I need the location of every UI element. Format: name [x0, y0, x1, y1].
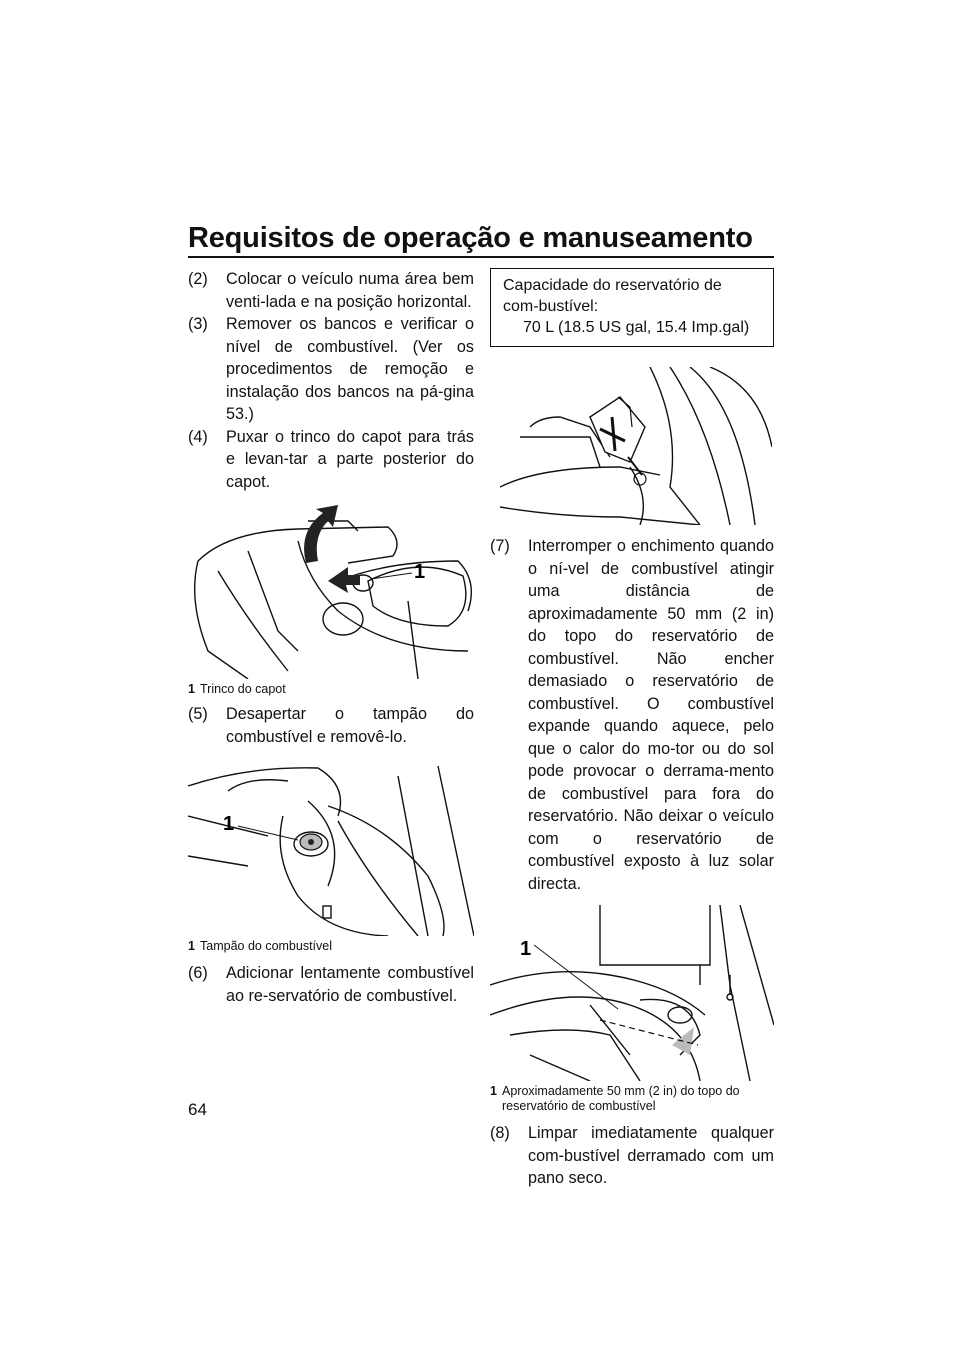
caption-number: 1 — [188, 939, 195, 953]
step-number: (2) — [188, 270, 208, 288]
step-text: Colocar o veículo numa área bem venti-lada e na posição horizontal. — [226, 270, 474, 311]
callout-number: 1 — [520, 938, 532, 960]
step-number: (7) — [490, 537, 510, 555]
caption-number: 1 — [188, 682, 195, 696]
caption-text: Trinco do capot — [200, 682, 286, 696]
caption-text: Tampão do combustível — [200, 939, 333, 953]
step-number: (5) — [188, 705, 208, 723]
refueling-illustration — [500, 367, 772, 525]
spec-label: Capacidade do reservatório de com-bustível: — [503, 277, 722, 315]
spec-value: 70 L (18.5 US gal, 15.4 Imp.gal) — [523, 319, 750, 336]
step-number: (8) — [490, 1124, 510, 1142]
step-text: Limpar imediatamente qualquer com-bustível derramado com um pano seco. — [528, 1124, 774, 1187]
header-rule — [188, 256, 774, 258]
figure-caption — [490, 1084, 774, 1114]
figure-caption — [188, 939, 474, 954]
fuel-cap-illustration — [188, 756, 474, 936]
step-4 — [188, 426, 474, 494]
left-column — [188, 268, 474, 1007]
step-text: Desapertar o tampão do combustível e removê-lo. — [226, 705, 474, 746]
step-number: (6) — [188, 964, 208, 982]
page-number: 64 — [188, 1100, 207, 1119]
step-text: Puxar o trinco do capot para trás e levan-tar a parte posterior do capot. — [226, 427, 474, 491]
fuel-level-illustration — [490, 905, 774, 1081]
callout-number: 1 — [414, 561, 426, 583]
step-3 — [188, 313, 474, 426]
step-8 — [490, 1122, 774, 1190]
step-number: (3) — [188, 315, 208, 333]
step-2 — [188, 268, 474, 313]
step-5 — [188, 703, 474, 748]
fuel-capacity-box — [490, 268, 774, 347]
step-7 — [490, 535, 774, 895]
page-title: Requisitos de operação e manuseamento — [188, 222, 753, 254]
step-text: Adicionar lentamente combustível ao re-servatório de combustível. — [226, 964, 474, 1005]
fuel-cap-figure — [188, 756, 474, 954]
step-6 — [188, 962, 474, 1007]
fuel-level-figure — [490, 905, 774, 1114]
hood-latch-figure — [188, 501, 474, 697]
caption-text: Aproximadamente 50 mm (2 in) do topo do reservatório de combustível — [502, 1084, 740, 1113]
step-text: Interromper o enchimento quando o ní-vel de combustível atingir uma distância de aproximadamente 50 mm (2 in) do topo do reservatório de combustível. Não encher demasiado o reservatório de combustível. O combustível expande quando aquece, pelo que o calor do mo-tor ou do sol pode provocar o derrama-mento de combustível para fora do reservatório. Não deixar o veículo com o reservatório de combustível exposto à luz solar directa. — [528, 537, 774, 893]
callout-number: 1 — [223, 813, 235, 835]
refueling-figure — [500, 367, 774, 525]
step-text: Remover os bancos e verificar o nível de combustível. (Ver os procedimentos de remoção e instalação dos bancos na pá-gina 53.) — [226, 315, 474, 423]
right-column — [490, 268, 774, 1190]
hood-latch-illustration — [188, 501, 474, 679]
step-number: (4) — [188, 427, 208, 446]
caption-number: 1 — [490, 1084, 497, 1098]
figure-caption — [188, 682, 474, 697]
